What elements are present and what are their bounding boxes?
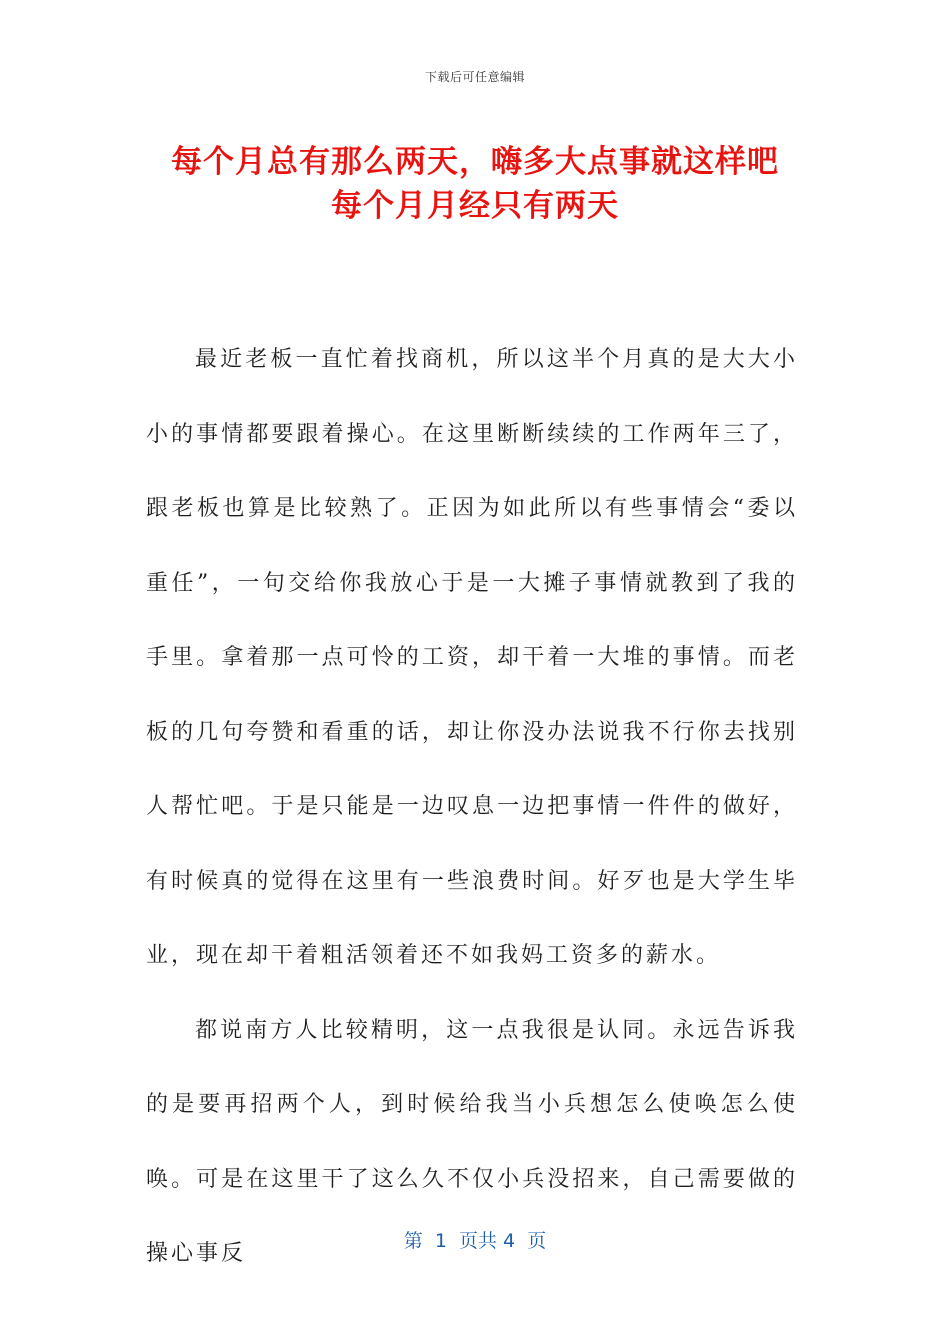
title-line-2: 每个月月经只有两天 (331, 188, 619, 224)
paragraph-1: 最近老板一直忙着找商机，所以这半个月真的是大大小小的事情都要跟着操心。在这里断断续续的工作两年三了，跟老板也算是比较熟了。正因为如此所以有些事情会“委以重任”，一句交给你我放心于是一大摊子事情就教到了我的手里。拿着那一点可怜的工资，却干着一大堆的事情。而老板的几句夸赞和看重的话，却让你没办法说我不行你去找别人帮忙吧。于是只能是一边叹息一边把事情一件件的做好，有时候真的觉得在这里有一些浪费时间。好歹也是大学生毕业，现在却干着粗活领着还不如我妈工资多的薪水。 (146, 347, 798, 968)
page-footer: 第 1 页共 4 页 (403, 1230, 547, 1252)
title-line-1: 每个月总有那么两天，嗨多大点事就这样吧 (171, 144, 779, 180)
document-title (0, 140, 950, 228)
paragraph-2: 都说南方人比较精明，这一点我很是认同。永远告诉我的是要再招两个人，到时候给我当小兵想怎么使唤怎么使唤。可是在这里干了这么久不仅小兵没招来，自己需要做的操心事反 (146, 1017, 798, 1266)
document-body (146, 323, 798, 1292)
header-note: 下载后可任意编辑 (424, 70, 525, 84)
